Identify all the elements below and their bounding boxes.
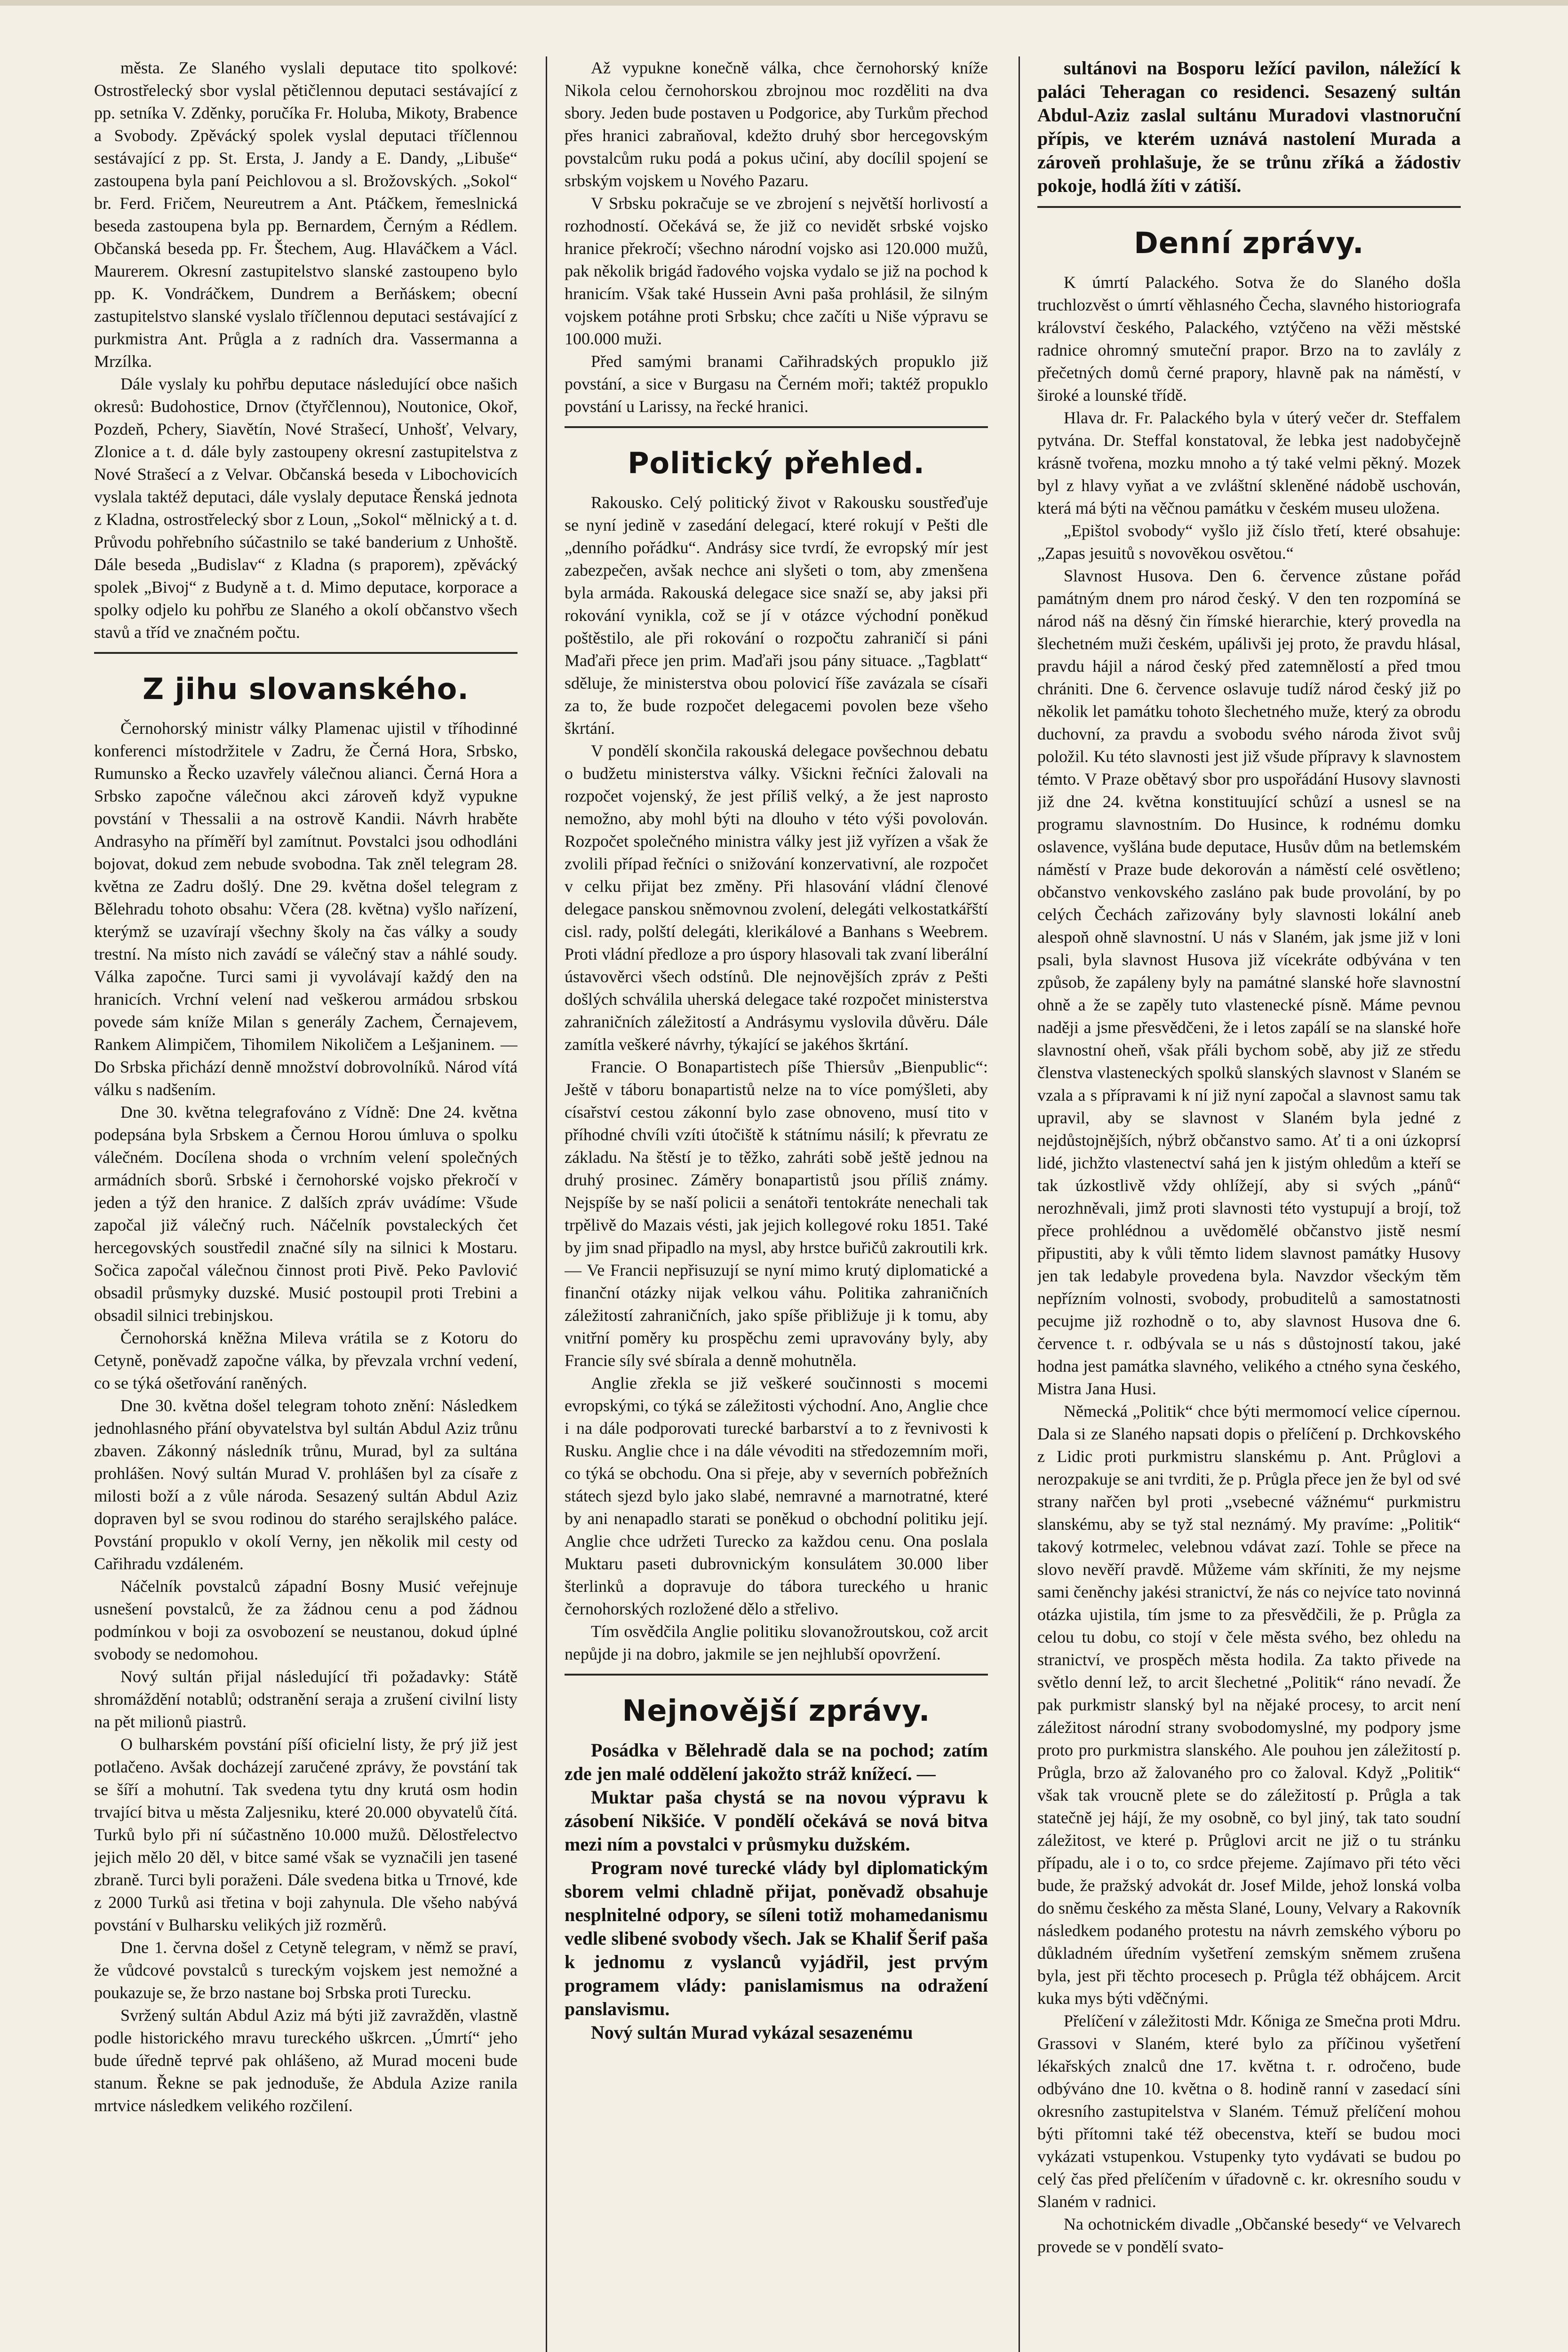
article-paragraph: Před samými branami Cařihradských propuklo již povstání, a sice v Burgasu na Černém moři; taktéž propuklo povstání u Larissy, na řecké hranici. — [565, 352, 988, 416]
news-bold-paragraph: Nový sultán Murad vykázal sesazenému — [591, 2022, 913, 2043]
article-paragraph: O bulharském povstání píší oficielní listy, že prý již jest potlačeno. Avšak docházejí zaručené zprávy, že povstání tak se šíří a mohutní. Tak svedena tytu dny krutá osm hodin trvající bitva u města Zaljesniku, které 20.000 obyvatelů čítá. Turků bylo při ní súčastněno 10.000 mužů. Dělostřelectvo jejich mělo 20 děl, v bitce samé však se vyznačili jen tasené zbraně. Turci byli poraženi. Dále svedena bitka u Trnové, kde z 2000 Turků asi třetina v boji zahynula. Dle všeho nabývá povstání v Bulharsku velikých již rozměrů. — [94, 1735, 517, 1934]
page-top-edge — [0, 0, 1568, 6]
article-paragraph: Náčelník povstalců západní Bosny Musić veřejnuje usnešení povstalců, že za žádnou cenu a pod žádnou podmínkou v boji za osvobození se neustanou, dokud úplné svobody se nedomohou. — [94, 1577, 517, 1663]
column-right — [1037, 56, 1461, 2352]
article-paragraph: Dále vyslaly ku pohřbu deputace následující obce našich okresů: Budohostice, Drnov (čtyřčlennou), Noutonice, Okoř, Pozdeň, Pchery, Siavětín, Nové Strašecí, Unhošť, Velvary, Zlonice a t. d. dále byly zastoupeny okresní zastupitelstva z Nové Strašecí a z Velvar. Občanská beseda v Libochovicích vyslala taktéž deputaci, dále vyslaly deputace Řenská jednota z Kladna, ostrostřelecký sbor z Loun, „Sokol“ mělnický a t. d. Průvodu pohřebního súčastnilo se také banderium z Unhoště. Dále beseda „Budislav“ z Kladna (s praporem), zpěvácký spolek „Bivoj“ z Budyně a t. d. Mimo deputace, korporace a spolky odjelo ku pohřbu ze Slaného a okolí občanstvo všech stavů a tříd ve značném počtu. — [94, 374, 517, 642]
article-paragraph: města. Ze Slaného vyslali deputace tito spolkové: Ostrostřelecký sbor vyslal pětičlennou deputaci sestávající z pp. setníka V. Zděnky, poručíka Fr. Holuba, Mikoty, Brabence a Svobody. Zpěvácký spolek vyslal deputaci tříčlennou sestávající z pp. St. Ersta, J. Jandy a E. Dandy, „Libuše“ zastoupena byla paní Peichlovou a sl. Brožovských. „Sokol“ br. Ferd. Fričem, Neureutrem a Ant. Ptáčkem, řemeslnická beseda zastoupena byla pp. Bernardem, Černým a Rédlem. Občanská beseda pp. Fr. Štechem, Aug. Hlaváčkem a Václ. Maurerem. Okresní zastupitelstvo slanské zastoupeno bylo pp. K. Vondráčkem, Dundrem a Berňáskem; obecní zastupitelstvo slanské vyslalo tříčlennou deputaci sestávající z purkmistra Ant. Průgla a z radních dra. Vassermanna a Mrzílka. — [94, 58, 517, 371]
article-paragraph: Slavnost Husova. Den 6. července zůstane pořád památným dnem pro národ český. V den ten rozpomíná se národ náš na děsný čin římské hierarchie, který provedla na šlechetném muži českém, upálivši jej proto, že pravdu hlásal, pravdu hájil a národ český před zatemnělostí a před tmou chrániti. Dne 6. července oslavuje tudíž národ český již po několik let památku tohoto šlechetného muže, který za obrodu duchovní, za pravdu a svobodu svého národa život svůj položil. Ku této slavnosti jest již všude přípravy k slavnostem témto. V Praze obětavý sbor pro uspořádání Husovy slavnosti již dne 24. května konstituující schůzí a usnesl se na programu slavnostním. Do Husince, k rodnému domku oslavence, vyšlána bude deputace, Husův dům na betlemském náměstí v Praze bude dekorován a náměstí celé osvětleno; občanstvo venkovského zasláno pak bude provolání, by po celých Čechách zařizovány byly slavnosti lokální aneb alespoň ohně slavnostní. U nás v Slaném, jak jsme již v loni psali, byla slavnost Husova již vícekráte odbývána v ten způsob, že zapáleny byly na památné slanské hoře slavnostní ohně a že se zapěly tuto vlastenecké písně. Máme pevnou naději a jsme přesvědčeni, že i letos zapálí se na slanské hoře slavnostní oheň, však přáli bychom sobě, aby již ze středu členstva vlasteneckých spolků slanských slavnost v Slaném se vzala a s přípravami k ní již nyní započal a slavnost samu tak upravil, aby se slavnost v Slaném byla jedné z nejdůstojnějších, nýbrž občanstvo samo. Ať ti a oni úzkoprsí lidé, jichžto vlastenectví sahá jen k jistým ohledům a kteří se tak úzkostlivě vždy ohlížejí, aby si svých „pánů“ nerozhněvali, jimž proti slavnosti této vystupují a brojí, tož přece prohlédnou a uvědomělé občanstvo jistě nesmí připustiti, aby k vůli těmto lidem slavnost památky Husovy jen tak ledabyle provedena byla. Navzdor všeckým těm nepřízním volnosti, svobody, probuditelů a samostatnosti pecujme již rozhodně o to, aby slavnost Husova dne 6. července t. r. odbývala se u nás s důstojností takou, jaké hodna jest památka slavného, velikého a ctného syna českého, Mistra Jana Husi. — [1037, 566, 1461, 1398]
news-bold-paragraph: Muktar paša chystá se na novou výpravu k zásobení Nikšiće. V pondělí očekává se nová bitva mezi ním a povstalci v průsmyku dužském. — [565, 1787, 988, 1855]
section-rule — [565, 1674, 988, 1676]
news-bold-paragraph: Program nové turecké vlády byl diplomatickým sborem velmi chladně přijat, poněvadž obsahuje nesplnitelné odpory, se síleni totiž mohamedanismu vedle slibené svobody všech. Jak se Khalif Šerif paša k jednomu z vyslanců vyjádřil, jest prvým programem vlády: panislamismus na odražení panslavismu. — [565, 1857, 988, 2019]
article-paragraph: Černohorský ministr války Plamenac ujistil v tříhodinné konferenci místodržitele v Zadru, že Černá Hora, Srbsko, Rumunsko a Řecko uzavřely válečnou alianci. Černá Hora a Srbsko započne válečnou akci zároveň když vypukne povstání v Thessalii a na ostrově Kandii. Návrh hraběte Andrasyho na příměří byl zamítnut. Povstalci jsou odhodláni bojovat, dokud zem nebude svobodna. Tak zněl telegram 28. května ze Zadru došlý. Dne 29. května došel telegram z Bělehradu tohoto obsahu: Včera (28. května) vyšlo nařízení, kterýmž se uzavírají všechny školy na čas války a soudy trestní. Na místo nich zavádí se válečný stav a náhlé soudy. Válka započne. Turci sami ji vyvolávají každý den na hranicích. Vrchní velení nad veškerou armádou srbskou povede sám kníže Milan s generály Zachem, Černajevem, Rankem Alimpičem, Tihomilem Nikoličem a Lešjaninem. — Do Srbska přichází denně množství dobrovolníků. Národ vítá válku s nadšením. — [94, 719, 517, 1099]
article-paragraph: Německá „Politik“ chce býti mermomocí velice cípernou. Dala si ze Slaného napsati dopis o přelíčení p. Drchkovského z Lidic proti purkmistru slanskému p. Ant. Průglovi a nerozpakuje se ani tvrditi, že p. Průgla přece jen že byl od své strany nařčen byl proti „vsebecné vážnému“ purkmistru slanskému, aby se tyž stal neznámý. My pravíme: „Politik“ takový kotrmelec, velebnou vdávat zazí. Tohle se přece na slovo nevěří pravdě. Můžeme vám skříniti, že my nejsme sami čeněnchy jakési stranictví, že nás co nejvíce tato novinná otázka ujistila, tím jsme to za přesvědčili, že p. Průgla za celou tu dobu, co stojí v čele města svého, bez ohledu na stranictví, ve prospěch města hodila. Za takto přivede na světlo denní lež, to arcit šlechetné „Politik“ ráno nevadí. Že pak purkmistr slanský byl na nějaké procesy, to arcit není záležitost národní strany svobodomyslné, my podpory jsme proto pro purkmistra slanského. Ale pouhou jen záležitostí p. Průgla, brzo až žalovaného pro co žaloval. Když „Politik“ však tak vroucně plete se do záležitostí p. Průgla a tak statečně jej hájí, že my osobně, co byl jiný, tak tato soudní záležitost, ve které p. Průglovi arcit ne již o tu stránku případu, ale i o to, co srdce přejeme. Zajímavo při této věci bude, že pražský advokát dr. Josef Milde, jehož lonská volba do sněmu českého za města Slané, Louny, Velvary a Rakovník následkem podaného protestu na návrh zemského výboru po důkladném úředním vyšetření zemským sněmem zrušena byla, jest při těchto procesech p. Průgla též obhájcem. Arcit kuka mys býti vděčnými. — [1037, 1402, 1461, 2008]
news-bold-paragraph: sultánovi na Bosporu ležící pavilon, náležící k paláci Teheragan co residenci. Sesazený sultán Abdul-Aziz zaslal sultánu Muradovi vlastnoruční přípis, ve kterém uznává nastolení Murada a zároveň prohlašuje, že se trůnu zříká a žádostiv pokoje, hodlá žíti v zátiší. — [1037, 57, 1461, 196]
article-paragraph: Přelíčení v záležitosti Mdr. Kőniga ze Smečna proti Mdru. Grassovi v Slaném, které bylo za příčinou vyšetření lékařských znalců dne 17. května t. r. odročeno, bude odbýváno dne 10. května o 8. hodině ranní v zasedací síni okresního zastupitelstva v Slaném. Témuž přelíčení mohou býti přítomni také též obecenstva, kteří se budou moci vykázati vstupenkou. Vstupenky tyto vydávati se budou po celý čas před přelíčením v úřadovně c. kr. okresního soudu v Slaném v radnici. — [1037, 2011, 1461, 2211]
article-paragraph: V Srbsku pokračuje se ve zbrojení s největší horlivostí a rozhodností. Očekává se, že již co nevidět srbské vojsko hranice překročí; všechno národní vojsko asi 120.000 mužů, pak několik brigád řadového vojska vydalo se již na pochod k hranicím. Však také Hussein Avni paša prohlásil, že silným vojskem potáhne proti Srbsku; chce začíti u Niše výpravu se 100.000 muži. — [565, 194, 988, 348]
article-paragraph: Francie. O Bonapartistech píše Thiersův „Bienpublic“: Ještě v táboru bonapartistů nelze na to více pomýšleti, aby císařství cestou zákonní bylo zase obnoveno, musí tito v příhodné chvíli vzíti útočiště k státnímu násilí; k převratu ze základu. Na štěstí je to těžko, zahráti sobě ještě jednou na druhý prosinec. Záměry bonapartistů jsou příliš známy. Nejspíše by se naší policii a senátoři tentokráte nenechali tak trpělivě do Mazais vésti, jak jejich kollegové roku 1851. Také by jim snad připadlo na mysl, aby hrstce buřičů zakroutili krk. — Ve Francii nepřisuzují se nyní mimo krutý diplomatické a finanční otázky nijak velkou váhu. Politika zahraničních záležitostí zahraničních, jako spíše přibližuje ji k tomu, aby vnitřní poměry ku prospěchu zemi upravovány byly, aby Francie síly své sbírala a denně mohutněla. — [565, 1057, 988, 1370]
article-paragraph: K úmrtí Palackého. Sotva že do Slaného došla truchlozvěst o úmrtí věhlasného Čecha, slavného historiografa království českého, Palackého, vztýčeno na věži městské radnice ohromný smuteční prapor. Brzo na to zavlály z přečetných domů černé prapory, hlavně pak na náměstí, v široké a lounské třídě. — [1037, 273, 1461, 405]
section-heading: Nejnovější zprávy. — [622, 1693, 931, 1728]
article-paragraph: Dne 1. června došel z Cetyně telegram, v němž se praví, že vůdcové povstalců s tureckým vojskem jest nemožné a poukazuje se, že brzo nastane boj Srbska proti Turecku. — [94, 1938, 517, 2002]
article-paragraph: Svržený sultán Abdul Aziz má býti již zavražděn, vlastně podle historického mravu tureckého uškrcen. „Úmrtí“ jeho bude úředně teprvé pak ohlášeno, až Murad moceni bude stanum. Řekne se pak jednoduše, že Abdula Azize ranila mrtvice následkem velikého rozčilení. — [94, 2006, 517, 2115]
article-paragraph: Anglie zřekla se již veškeré součinnosti s mocemi evropskými, co týká se záležitosti východní. Ano, Anglie chce i na dále podporovati turecké barbarství a to z řevnivosti k Rusku. Anglie chce i na dále vévoditi na středozemním moři, co týká se obchodu. Ona si přeje, aby v severních pobřežních státech sjezd bylo jako slabé, nemravné a marnotratné, které by ani nenapadlo starati se poněkud o obchodní politiku její. Anglie chce udržeti Turecko za každou cenu. Ona poslala Muktaru paseti dubrovnickým konsulátem 30.000 liber šterlinků a dopravuje do tábora tureckého u hranic černohorských rozložené dělo a střelivo. — [565, 1374, 988, 1618]
article-paragraph: Nový sultán přijal následující tři požadavky: Státě shromáždění notablů; odstranění seraja a zrušení civilní listy na pět milionů piastrů. — [94, 1667, 517, 1731]
article-paragraph: Tím osvědčila Anglie politiku slovanožroutskou, což arcit nepůjde ji na dobro, jakmile se jen nejhlubší opovržení. — [565, 1622, 988, 1663]
section-heading: Denní zprávy. — [1134, 226, 1364, 260]
article-paragraph: Rakousko. Celý politický život v Rakousku soustřeďuje se nyní jedině v zasedání delegací, které rokují v Pešti dle „denního pořádku“. Andrásy sice tvrdí, že evropský mír jest zabezpečen, avšak nechce ani slyšeti o tom, aby zmenšena byla armáda. Rakouská delegace sice snaží se, aby jaksi při rokování vynikla, což se jí v otázce východní poněkud poštěstilo, ale při rokování o rozpočtu zahraničí si páni Maďaři přece jen prim. Maďaři jsou pány situace. „Tagblatt“ sděluje, že ministerstva obou polovicí říše zavázala se císaři za to, že bude rozpočet delegacemi povolen beze všeho škrtání. — [565, 493, 988, 738]
column-divider — [1019, 56, 1020, 2352]
article-paragraph: Černohorská kněžna Mileva vrátila se z Kotoru do Cetyně, poněvadž započne válka, by převzala vrchní vedení, co se týká ošetřování raněných. — [94, 1328, 517, 1392]
section-rule — [1037, 206, 1461, 208]
column-divider — [546, 56, 547, 2352]
article-paragraph: V pondělí skončila rakouská delegace povšechnou debatu o budžetu ministerstva války. Všickni řečníci žalovali na rozpočet vojenský, že jest příliš velký, a že jest naprosto nemožno, aby mohl býti na dlouho v této výši povolován. Rozpočet společného ministra války jest již vyřízen a však že zvolili případ řečníci o snižování konzervativní, ale rozpočet v celku přijat bez změny. Při hlasování vládní členové delegace panskou sněmovnou zvolení, delegáti velkostatkářští cisl. rady, polští delegáti, klerikálové a Banhans s Weebrem. Proti vládní předloze a pro úspory hlasovali tak zvaní liberální ústavověrci všech odstínů. Dle nejnovějších zpráv z Pešti došlých schválila uherská delegace také rozpočet ministerstva zahraničních záležitostí a Andrásymu vyslovila důvěru. Dále zamítla veškeré návrhy, týkající se jakéhos škrtání. — [565, 741, 988, 1054]
article-paragraph: „Epištol svobody“ vyšlo již číslo třetí, které obsahuje: „Zapas jesuitů s novověkou osvětou.“ — [1037, 521, 1461, 563]
section-rule — [94, 652, 517, 654]
article-paragraph: Hlava dr. Fr. Palackého byla v úterý večer dr. Steffalem pytvána. Dr. Steffal konstatoval, že lebka jest nadobyčejně krásně tvořena, mozku mnoho a tý také velmi pěkný. Mozek byl z hlavy vyňat a ve zvláštní skleněné nádobě uschován, která má býti na věčnou památku v českém museu uložena. — [1037, 408, 1461, 517]
section-heading: Politický přehled. — [628, 446, 925, 480]
column-middle — [565, 56, 988, 2352]
article-paragraph: Až vypukne konečně válka, chce černohorský kníže Nikola celou černohorskou zbrojnou moc rozděliti na dva sbory. Jeden bude postaven u Podgorice, aby Turkům přechod přes hranici zabraňoval, kdežto druhý sbor hercegovským povstalcům ruku podá a pokus učiní, aby docílil spojení se srbským vojskem u Nového Pazaru. — [565, 58, 988, 190]
section-heading: Z jihu slovanského. — [143, 672, 469, 706]
article-paragraph: Dne 30. května telegrafováno z Vídně: Dne 24. května podepsána byla Srbskem a Černou Horou úmluva o spolku válečném. Docílena shoda o vrchním velení společných armádních sborů. Srbské i černohorské vojsko překročí v jeden a týž den hranice. Z dalších zpráv uvádíme: Všude započal již válečný ruch. Náčelník povstaleckých čet hercegovských soustředil značné síly na silnici k Mostaru. Sočica započal válečnou činnost proti Pivě. Peko Pavlović obsadil průsmyky duzské. Musić postoupil proti Trebini a obsadil silnici trebinjskou. — [94, 1103, 517, 1325]
article-paragraph: Dne 30. května došel telegram tohoto znění: Následkem jednohlasného přání obyvatelstva byl sultán Abdul Aziz trůnu zbaven. Zákonný následník trůnu, Murad, byl za sultána prohlášen. Nový sultán Murad V. prohlášen byl za císaře z milosti boží a z vůle národa. Sesazený sultán Abdul Aziz dopraven byl se svou rodinou do starého serajlského paláce. Povstání propuklo v okolí Verny, jen několik mil cesty od Cařihradu vzdáleném. — [94, 1396, 517, 1573]
news-bold-paragraph: Posádka v Bělehradě dala se na pochod; zatím zde jen malé oddělení jakožto stráž knížecí. — — [565, 1740, 988, 1784]
article-paragraph: Na ochotnickém divadle „Občanské besedy“ ve Velvarech provede se v pondělí svato- — [1037, 2215, 1461, 2256]
column-left — [94, 56, 517, 2352]
section-rule — [565, 426, 988, 428]
